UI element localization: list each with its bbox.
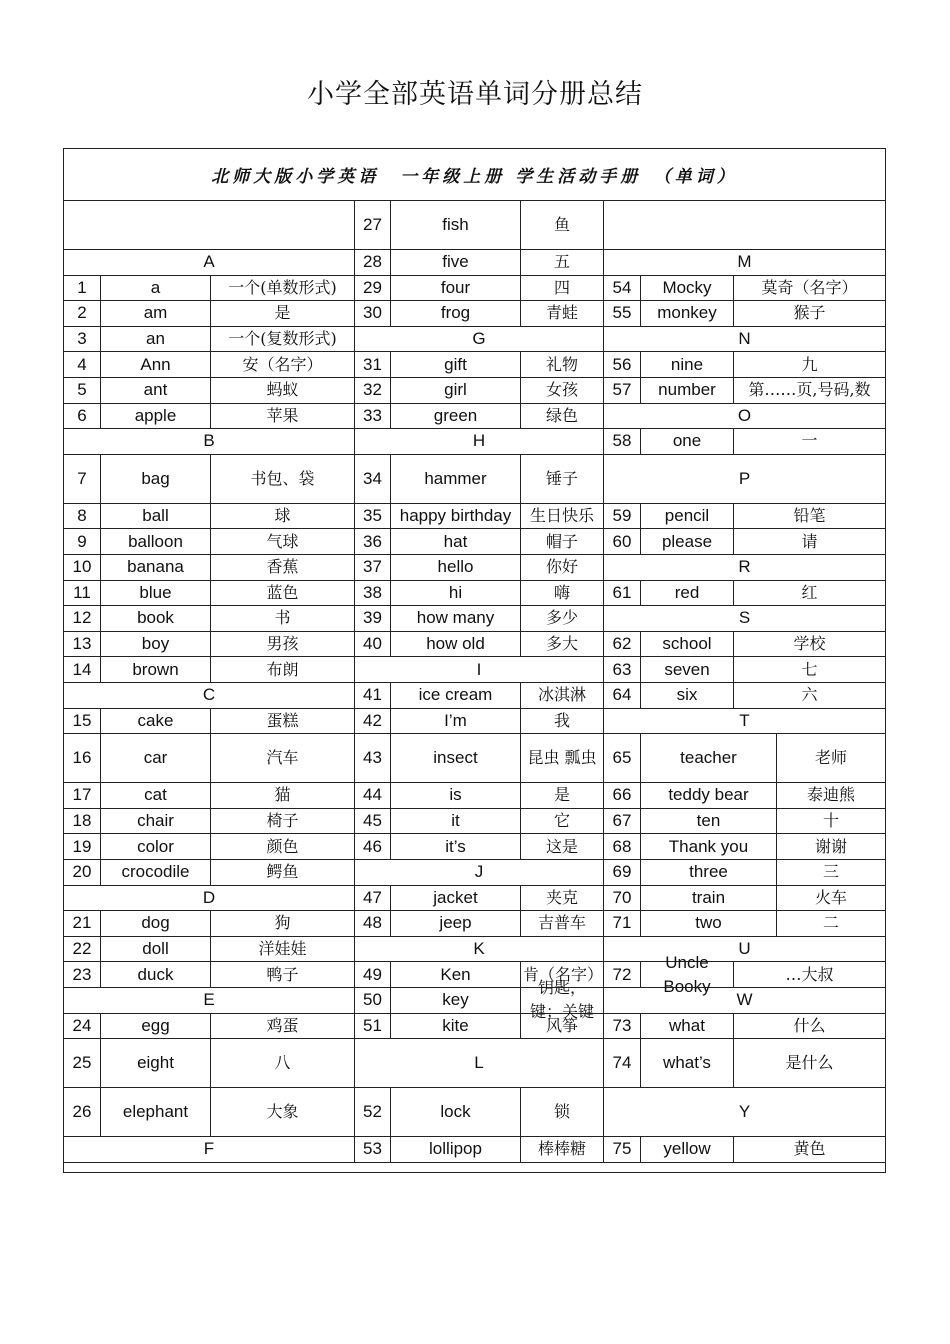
chinese-meaning: 风筝	[521, 1014, 604, 1040]
word-number: 59	[604, 504, 641, 530]
english-word: balloon	[101, 529, 211, 555]
chinese-meaning: 九	[734, 352, 885, 378]
letter-header: K	[355, 937, 604, 963]
letter-header: I	[355, 657, 604, 683]
word-number: 7	[64, 455, 101, 504]
english-word: Ken	[391, 962, 521, 988]
english-word: cake	[101, 709, 211, 735]
word-number: 60	[604, 529, 641, 555]
chinese-meaning: 第……页,号码,数	[734, 378, 885, 404]
chinese-meaning: 泰迪熊	[777, 783, 885, 809]
english-word: what’s	[641, 1039, 734, 1088]
chinese-meaning: 黄色	[734, 1137, 885, 1163]
chinese-meaning: 是	[211, 301, 355, 327]
english-word: hat	[391, 529, 521, 555]
english-word: four	[391, 276, 521, 302]
letter-header: A	[64, 250, 355, 276]
letter-header: E	[64, 988, 355, 1014]
chinese-meaning: 是	[521, 783, 604, 809]
chinese-meaning: 肯（名字）	[521, 962, 604, 988]
word-number: 52	[355, 1088, 391, 1137]
word-number: 11	[64, 581, 101, 607]
english-word: cat	[101, 783, 211, 809]
chinese-meaning: 鸭子	[211, 962, 355, 988]
word-number: 18	[64, 809, 101, 835]
word-number: 13	[64, 632, 101, 658]
word-number: 61	[604, 581, 641, 607]
letter-header: N	[604, 327, 885, 353]
english-word: kite	[391, 1014, 521, 1040]
letter-header: T	[604, 709, 885, 735]
chinese-meaning: 猫	[211, 783, 355, 809]
chinese-meaning: 钥匙，键；关键	[521, 988, 604, 1014]
english-word: ice cream	[391, 683, 521, 709]
word-number: 71	[604, 911, 641, 937]
chinese-meaning: 布朗	[211, 657, 355, 683]
word-number: 35	[355, 504, 391, 530]
english-word: Mocky	[641, 276, 734, 302]
letter-header: U	[604, 937, 885, 963]
word-number: 74	[604, 1039, 641, 1088]
chinese-meaning: 大象	[211, 1088, 355, 1137]
word-number: 31	[355, 352, 391, 378]
word-number: 9	[64, 529, 101, 555]
word-number: 22	[64, 937, 101, 963]
letter-header: H	[355, 429, 604, 455]
chinese-meaning: 红	[734, 581, 885, 607]
word-number: 66	[604, 783, 641, 809]
word-number: 16	[64, 734, 101, 783]
chinese-meaning: 狗	[211, 911, 355, 937]
english-word: jeep	[391, 911, 521, 937]
chinese-meaning: 我	[521, 709, 604, 735]
english-word: key	[391, 988, 521, 1014]
word-number: 36	[355, 529, 391, 555]
english-word: book	[101, 606, 211, 632]
chinese-meaning: 香蕉	[211, 555, 355, 581]
english-word: color	[101, 834, 211, 860]
word-number: 2	[64, 301, 101, 327]
chinese-meaning: 绿色	[521, 404, 604, 430]
word-number: 38	[355, 581, 391, 607]
chinese-meaning: 一个(复数形式)	[211, 327, 355, 353]
english-word: I’m	[391, 709, 521, 735]
word-number: 10	[64, 555, 101, 581]
word-number: 14	[64, 657, 101, 683]
english-word: monkey	[641, 301, 734, 327]
letter-header: Y	[604, 1088, 885, 1137]
english-word: is	[391, 783, 521, 809]
word-number: 24	[64, 1014, 101, 1040]
chinese-meaning: 请	[734, 529, 885, 555]
word-number: 26	[64, 1088, 101, 1137]
letter-header: B	[64, 429, 355, 455]
english-word: am	[101, 301, 211, 327]
english-word: egg	[101, 1014, 211, 1040]
english-word: how many	[391, 606, 521, 632]
word-number: 20	[64, 860, 101, 886]
english-word: elephant	[101, 1088, 211, 1137]
word-number: 73	[604, 1014, 641, 1040]
english-word: crocodile	[101, 860, 211, 886]
chinese-meaning: 气球	[211, 529, 355, 555]
english-word: five	[391, 250, 521, 276]
word-number: 19	[64, 834, 101, 860]
english-word: Ann	[101, 352, 211, 378]
chinese-meaning: 一	[734, 429, 885, 455]
english-word: nine	[641, 352, 734, 378]
chinese-meaning: 男孩	[211, 632, 355, 658]
word-number: 53	[355, 1137, 391, 1163]
chinese-meaning: 棒棒糖	[521, 1137, 604, 1163]
english-word: lock	[391, 1088, 521, 1137]
english-word: ball	[101, 504, 211, 530]
word-number: 30	[355, 301, 391, 327]
chinese-meaning: 学校	[734, 632, 885, 658]
chinese-meaning: 吉普车	[521, 911, 604, 937]
chinese-meaning: 七	[734, 657, 885, 683]
letter-header: C	[64, 683, 355, 709]
word-number: 4	[64, 352, 101, 378]
chinese-meaning: 安（名字）	[211, 352, 355, 378]
blank-cell	[604, 201, 885, 250]
word-number: 64	[604, 683, 641, 709]
word-number: 28	[355, 250, 391, 276]
chinese-meaning: 书包、袋	[211, 455, 355, 504]
chinese-meaning: 莫奇（名字）	[734, 276, 885, 302]
english-word: happy birthday	[391, 504, 521, 530]
english-word: boy	[101, 632, 211, 658]
chinese-meaning: 二	[777, 911, 885, 937]
word-number: 12	[64, 606, 101, 632]
word-number: 33	[355, 404, 391, 430]
chinese-meaning: 八	[211, 1039, 355, 1088]
english-word: an	[101, 327, 211, 353]
chinese-meaning: 十	[777, 809, 885, 835]
chinese-meaning: 蛋糕	[211, 709, 355, 735]
english-word: yellow	[641, 1137, 734, 1163]
word-number: 44	[355, 783, 391, 809]
chinese-meaning: 你好	[521, 555, 604, 581]
chinese-meaning: 锤子	[521, 455, 604, 504]
chinese-meaning: 六	[734, 683, 885, 709]
chinese-meaning: 是什么	[734, 1039, 885, 1088]
chinese-meaning: 四	[521, 276, 604, 302]
english-word: a	[101, 276, 211, 302]
word-number: 15	[64, 709, 101, 735]
page-title: 小学全部英语单词分册总结	[307, 79, 643, 110]
chinese-meaning: 猴子	[734, 301, 885, 327]
english-word: hi	[391, 581, 521, 607]
english-word: insect	[391, 734, 521, 783]
english-word: number	[641, 378, 734, 404]
word-number: 29	[355, 276, 391, 302]
english-word: brown	[101, 657, 211, 683]
english-word: it	[391, 809, 521, 835]
word-number: 46	[355, 834, 391, 860]
word-number: 55	[604, 301, 641, 327]
english-word: what	[641, 1014, 734, 1040]
chinese-meaning: 冰淇淋	[521, 683, 604, 709]
word-number: 50	[355, 988, 391, 1014]
word-number: 6	[64, 404, 101, 430]
english-word: duck	[101, 962, 211, 988]
english-word: girl	[391, 378, 521, 404]
english-word: how old	[391, 632, 521, 658]
letter-header: R	[604, 555, 885, 581]
word-number: 3	[64, 327, 101, 353]
word-number: 68	[604, 834, 641, 860]
chinese-meaning: 铅笔	[734, 504, 885, 530]
chinese-meaning: 女孩	[521, 378, 604, 404]
english-word: two	[641, 911, 777, 937]
chinese-meaning: 书	[211, 606, 355, 632]
letter-header: J	[355, 860, 604, 886]
chinese-meaning: 蚂蚁	[211, 378, 355, 404]
chinese-meaning: 夹克	[521, 886, 604, 912]
chinese-meaning: 多大	[521, 632, 604, 658]
english-word: teacher	[641, 734, 777, 783]
english-word: school	[641, 632, 734, 658]
word-number: 23	[64, 962, 101, 988]
word-number: 48	[355, 911, 391, 937]
word-number: 40	[355, 632, 391, 658]
english-word: please	[641, 529, 734, 555]
chinese-meaning: 这是	[521, 834, 604, 860]
chinese-meaning: 多少	[521, 606, 604, 632]
english-word: car	[101, 734, 211, 783]
word-number: 43	[355, 734, 391, 783]
english-word: jacket	[391, 886, 521, 912]
chinese-meaning: 苹果	[211, 404, 355, 430]
word-number: 1	[64, 276, 101, 302]
english-word: lollipop	[391, 1137, 521, 1163]
letter-header: F	[64, 1137, 355, 1163]
word-number: 21	[64, 911, 101, 937]
chinese-meaning: 它	[521, 809, 604, 835]
english-word: pencil	[641, 504, 734, 530]
chinese-meaning: 什么	[734, 1014, 885, 1040]
english-word: hammer	[391, 455, 521, 504]
english-word: Uncle Booky	[641, 962, 734, 988]
chinese-meaning: 椅子	[211, 809, 355, 835]
english-word: blue	[101, 581, 211, 607]
word-number: 5	[64, 378, 101, 404]
chinese-meaning: …大叔	[734, 962, 885, 988]
english-word: dog	[101, 911, 211, 937]
word-number: 32	[355, 378, 391, 404]
chinese-meaning: 嗨	[521, 581, 604, 607]
chinese-meaning: 汽车	[211, 734, 355, 783]
english-word: teddy bear	[641, 783, 777, 809]
word-number: 75	[604, 1137, 641, 1163]
chinese-meaning: 生日快乐	[521, 504, 604, 530]
english-word: three	[641, 860, 777, 886]
english-word: doll	[101, 937, 211, 963]
english-word: red	[641, 581, 734, 607]
english-word: fish	[391, 201, 521, 250]
chinese-meaning: 谢谢	[777, 834, 885, 860]
chinese-meaning: 鸡蛋	[211, 1014, 355, 1040]
chinese-meaning: 礼物	[521, 352, 604, 378]
blank-cell	[64, 201, 355, 250]
letter-header: O	[604, 404, 885, 430]
english-word: gift	[391, 352, 521, 378]
chinese-meaning: 球	[211, 504, 355, 530]
english-word: chair	[101, 809, 211, 835]
chinese-meaning: 鱼	[521, 201, 604, 250]
letter-header: G	[355, 327, 604, 353]
word-number: 67	[604, 809, 641, 835]
word-number: 56	[604, 352, 641, 378]
letter-header: D	[64, 886, 355, 912]
english-word: apple	[101, 404, 211, 430]
chinese-meaning: 老师	[777, 734, 885, 783]
word-number: 65	[604, 734, 641, 783]
english-word: six	[641, 683, 734, 709]
letter-header: W	[604, 988, 885, 1014]
chinese-meaning: 昆虫 瓢虫	[521, 734, 604, 783]
table-title: 北师大版小学英语 一年级上册 学生活动手册 （单词）	[64, 149, 885, 201]
english-word: ant	[101, 378, 211, 404]
word-number: 34	[355, 455, 391, 504]
word-number: 37	[355, 555, 391, 581]
english-word: eight	[101, 1039, 211, 1088]
english-word: bag	[101, 455, 211, 504]
word-number: 27	[355, 201, 391, 250]
word-number: 72	[604, 962, 641, 988]
letter-header: S	[604, 606, 885, 632]
chinese-meaning: 洋娃娃	[211, 937, 355, 963]
word-number: 63	[604, 657, 641, 683]
word-number: 8	[64, 504, 101, 530]
letter-header: P	[604, 455, 885, 504]
word-number: 39	[355, 606, 391, 632]
word-number: 49	[355, 962, 391, 988]
letter-header: M	[604, 250, 885, 276]
english-word: seven	[641, 657, 734, 683]
english-word: it’s	[391, 834, 521, 860]
english-word: green	[391, 404, 521, 430]
word-number: 57	[604, 378, 641, 404]
word-number: 17	[64, 783, 101, 809]
word-number: 51	[355, 1014, 391, 1040]
word-number: 42	[355, 709, 391, 735]
english-word: hello	[391, 555, 521, 581]
chinese-meaning: 一个(单数形式)	[211, 276, 355, 302]
word-number: 25	[64, 1039, 101, 1088]
word-number: 58	[604, 429, 641, 455]
word-number: 54	[604, 276, 641, 302]
english-word: Thank you	[641, 834, 777, 860]
chinese-meaning: 鳄鱼	[211, 860, 355, 886]
english-word: frog	[391, 301, 521, 327]
chinese-meaning: 蓝色	[211, 581, 355, 607]
word-number: 70	[604, 886, 641, 912]
word-number: 41	[355, 683, 391, 709]
letter-header: L	[355, 1039, 604, 1088]
word-number: 69	[604, 860, 641, 886]
chinese-meaning: 五	[521, 250, 604, 276]
chinese-meaning: 锁	[521, 1088, 604, 1137]
vocabulary-table	[63, 148, 886, 1173]
english-word: one	[641, 429, 734, 455]
chinese-meaning: 火车	[777, 886, 885, 912]
english-word: ten	[641, 809, 777, 835]
english-word: train	[641, 886, 777, 912]
word-number: 45	[355, 809, 391, 835]
chinese-meaning: 颜色	[211, 834, 355, 860]
chinese-meaning: 帽子	[521, 529, 604, 555]
word-number: 47	[355, 886, 391, 912]
english-word: banana	[101, 555, 211, 581]
chinese-meaning: 三	[777, 860, 885, 886]
chinese-meaning: 青蛙	[521, 301, 604, 327]
word-number: 62	[604, 632, 641, 658]
